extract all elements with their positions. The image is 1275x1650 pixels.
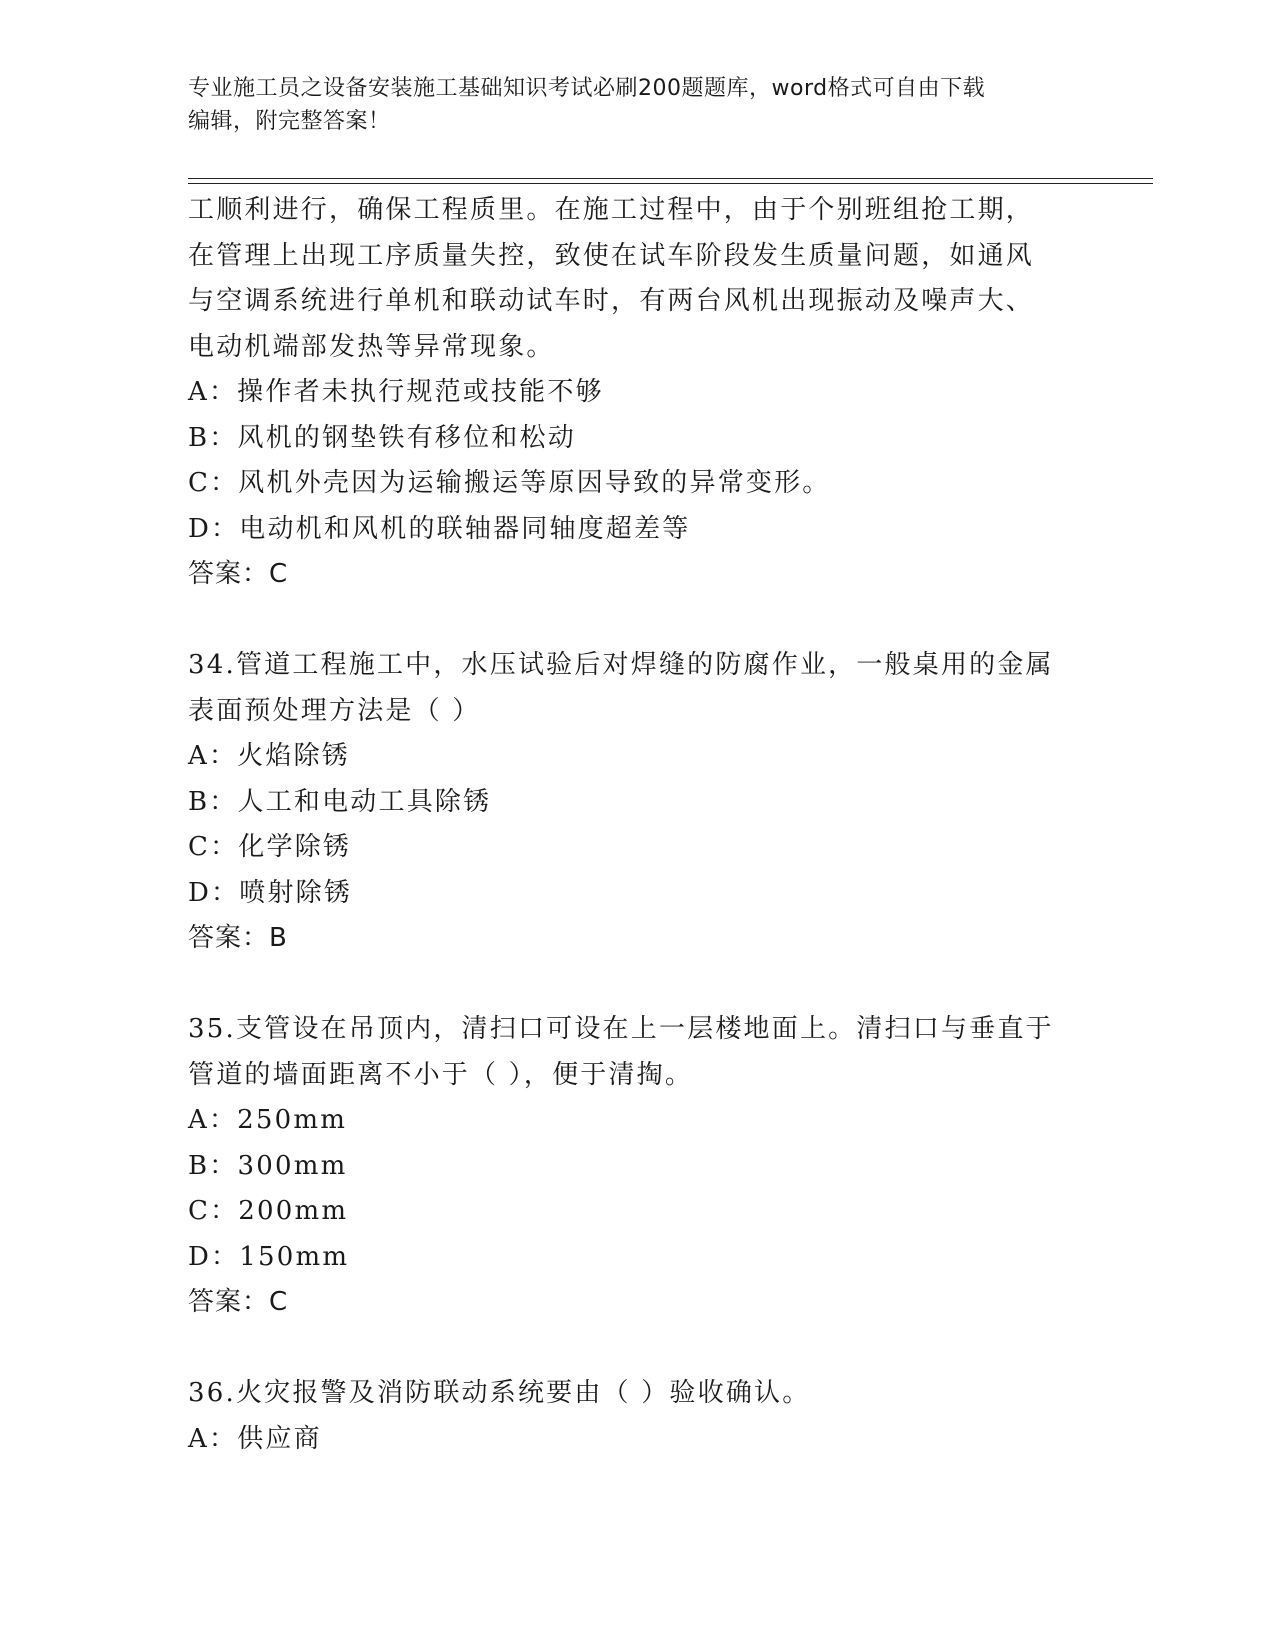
option-b: B：人工和电动工具除锈 <box>188 786 492 817</box>
question-stem-line: 34.管道工程施工中，水压试验后对焊缝的防腐作业，一般桌用的金属 <box>188 650 1054 680</box>
spacer <box>188 962 1088 1008</box>
question-35 <box>188 1007 1088 1326</box>
option-a: A：250mm <box>188 1105 348 1135</box>
option-d: D：电动机和风机的联轴器同轴度超差等 <box>188 513 691 544</box>
question-stem-line: 在管理上出现工序质量失控，致使在试车阶段发生质量问题，如通风 <box>188 240 1035 271</box>
option-c: C：化学除锈 <box>188 832 352 862</box>
option-d: D：喷射除锈 <box>188 877 353 908</box>
question-stem-line: 36.火灾报警及消防联动系统要由（ ）验收确认。 <box>188 1378 811 1408</box>
question-33 <box>188 188 1088 598</box>
option-d: D：150mm <box>188 1241 350 1272</box>
question-stem-line: 管道的墙面距离不小于（ ），便于清掏。 <box>188 1059 694 1090</box>
option-a: A：供应商 <box>188 1423 322 1454</box>
answer-line: 答案：C <box>188 1287 289 1317</box>
question-stem-line: 与空调系统进行单机和联动试车时，有两台风机出现振动及噪声大、 <box>188 286 1035 316</box>
spacer <box>188 1326 1088 1372</box>
header-divider <box>188 183 1153 184</box>
option-b: B：风机的钢垫铁有移位和松动 <box>188 422 576 453</box>
page-header <box>188 72 1068 138</box>
option-b: B：300mm <box>188 1150 348 1181</box>
spacer <box>188 598 1088 644</box>
question-stem-line: 表面预处理方法是（ ） <box>188 695 481 726</box>
option-a: A：火焰除锈 <box>188 741 350 771</box>
answer-line: 答案：C <box>188 559 289 589</box>
question-34 <box>188 643 1088 962</box>
header-line: 编辑，附完整答案！ <box>188 109 391 134</box>
option-c: C：200mm <box>188 1196 349 1226</box>
header-divider <box>188 178 1153 179</box>
question-stem-line: 电动机端部发热等异常现象。 <box>188 331 555 362</box>
answer-line: 答案：B <box>188 923 288 953</box>
question-stem-line: 35.支管设在吊顶内，清扫口可设在上一层楼地面上。清扫口与垂直于 <box>188 1014 1054 1044</box>
option-a: A：操作者未执行规范或技能不够 <box>188 377 604 407</box>
question-list <box>188 188 1088 1462</box>
question-36 <box>188 1371 1088 1462</box>
header-line: 专业施工员之设备安装施工基础知识考试必刷200题题库，word格式可自由下载 <box>188 76 986 101</box>
question-stem-line: 工顺利进行，确保工程质里。在施工过程中，由于个别班组抢工期， <box>188 195 1035 225</box>
option-c: C：风机外壳因为运输搬运等原因导致的异常变形。 <box>188 468 831 498</box>
